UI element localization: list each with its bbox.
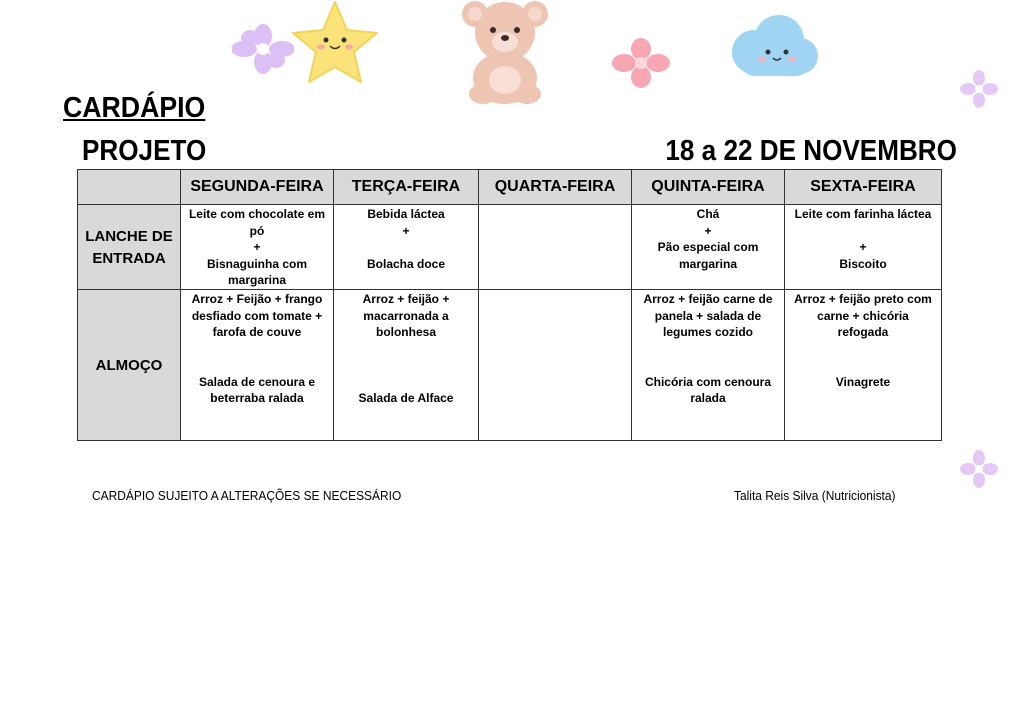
table-row-snack [78,205,942,290]
table-cell: Arroz + feijão preto com carne + chicória refogada Vinagrete [785,290,942,441]
table-cell [479,205,632,290]
table-cell: Arroz + feijão carne de panela + salada de legumes cozido Chicória com cenoura ralada [632,290,785,441]
column-header-friday: SEXTA-FEIRA [785,170,942,205]
table-header-row [78,170,942,205]
table-cell: Leite com farinha láctea + Biscoito [785,205,942,290]
lilac-flower-icon [232,24,294,74]
lilac-flower-icon-right-top [960,70,998,108]
table-cell: Arroz + Feijão + frango desfiado com tomate + farofa de couve Salada de cenoura e beterraba ralada [181,290,334,441]
column-header-thursday: QUINTA-FEIRA [632,170,785,205]
date-range: 18 a 22 DE NOVEMBRO [665,135,957,167]
page-title: CARDÁPIO [63,92,206,124]
row-header-snack: LANCHE DE ENTRADA [78,205,181,290]
star-icon [290,0,380,86]
menu-table [77,169,942,441]
row-header-lunch: ALMOÇO [78,290,181,441]
corner-cell [78,170,181,205]
table-cell: Bebida láctea + Bolacha doce [334,205,479,290]
table-cell: Chá + Pão especial com margarina [632,205,785,290]
teddy-bear-icon [455,0,555,106]
column-header-tuesday: TERÇA-FEIRA [334,170,479,205]
column-header-wednesday: QUARTA-FEIRA [479,170,632,205]
table-cell: Arroz + feijão + macarronada a bolonhesa Salada de Alface [334,290,479,441]
table-row-lunch [78,290,942,441]
pink-flower-icon [612,38,670,88]
table-cell [479,290,632,441]
column-header-monday: SEGUNDA-FEIRA [181,170,334,205]
lilac-flower-icon-right-bottom [960,450,998,488]
disclaimer-note: CARDÁPIO SUJEITO A ALTERAÇÕES SE NECESSÁRIO [92,488,402,503]
cloud-icon [724,12,822,84]
nutritionist-signature: Talita Reis Silva (Nutricionista) [734,488,896,503]
project-label: PROJETO [82,135,207,167]
table-cell: Leite com chocolate em pó + Bisnaguinha com margarina [181,205,334,290]
